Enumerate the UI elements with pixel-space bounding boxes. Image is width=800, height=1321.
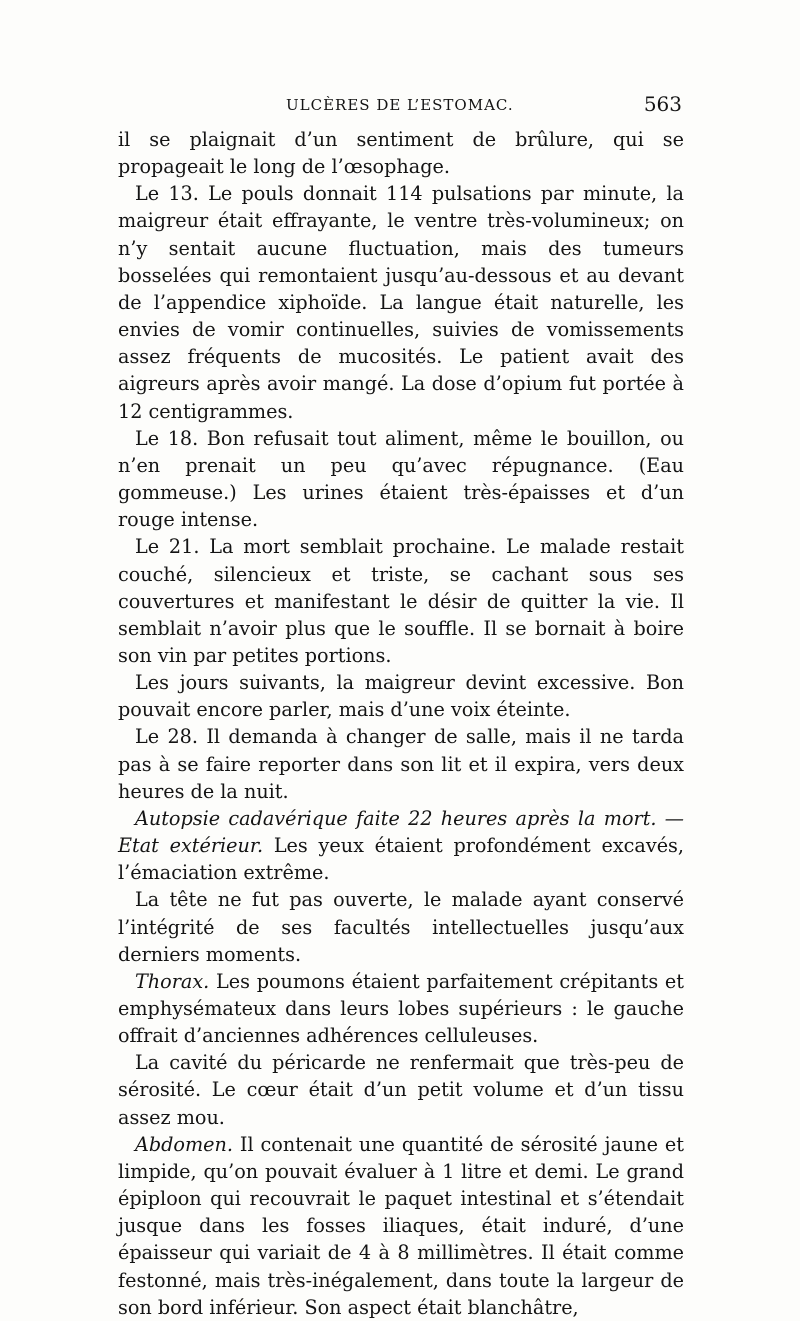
paragraph-text: Le 13. Le pouls donnait 114 pulsations par minute, la maigreur était effrayante, le ventre très-volumineux; on n’y sentait aucune fluctuation, mais des tumeurs bosselées qui remontaient jusqu’au-dessous et au devant de l’appendice xiphoïde. La langue était naturelle, les envies de vomir continuelles, suivies de vomissements assez fréquents de mucosités. Le patient avait des aigreurs après avoir mangé. La dose d’opium fut portée à 12 centigrammes. bbox=[118, 182, 684, 423]
paragraph-text: Le 28. Il demanda à changer de salle, mais il ne tarda pas à se faire reporter dans son lit et il expira, vers deux heures de la nuit. bbox=[118, 725, 684, 803]
section-heading: Thorax. bbox=[135, 969, 210, 993]
paragraph bbox=[118, 886, 684, 967]
body-text bbox=[118, 126, 684, 1321]
paragraph bbox=[118, 180, 684, 424]
paragraph-text: il se plaignait d’un sentiment de brûlure, qui se propageait le long de l’œsophage. bbox=[118, 128, 684, 179]
paragraph bbox=[118, 1131, 684, 1321]
paragraph bbox=[118, 425, 684, 534]
paragraph bbox=[118, 1049, 684, 1130]
paragraph-text: La tête ne fut pas ouverte, le malade ayant conservé l’intégrité de ses facultés intellectuelles jusqu’aux derniers moments. bbox=[118, 888, 684, 966]
paragraph bbox=[118, 805, 684, 886]
paragraph bbox=[118, 533, 684, 669]
paragraph bbox=[118, 968, 684, 1049]
paragraph bbox=[118, 723, 684, 804]
paragraph-text: La cavité du péricarde ne renfermait que très-peu de sérosité. Le cœur était d’un petit volume et d’un tissu assez mou. bbox=[118, 1051, 684, 1129]
paragraph-text: Les yeux étaient profondément excavés, l’émaciation extrême. bbox=[118, 834, 684, 885]
running-title: ULCÈRES DE L’ESTOMAC. bbox=[286, 96, 514, 114]
paragraph-text: Les poumons étaient parfaitement crépitants et emphysémateux dans leurs lobes supérieurs : le gauche offrait d’anciennes adhérences celluleuses. bbox=[118, 969, 684, 1048]
page-number: 563 bbox=[643, 92, 682, 116]
paragraph bbox=[118, 126, 684, 180]
running-head bbox=[0, 92, 800, 122]
paragraph-text: Les jours suivants, la maigreur devint excessive. Bon pouvait encore parler, mais d’une voix éteinte. bbox=[118, 671, 684, 722]
paragraph-text: Le 18. Bon refusait tout aliment, même le bouillon, ou n’en prenait un peu qu’avec répugnance. (Eau gommeuse.) Les urines étaient très-épaisses et d’un rouge intense. bbox=[118, 426, 684, 532]
section-heading: Abdomen. bbox=[135, 1132, 233, 1156]
paragraph-text: Le 21. La mort semblait prochaine. Le malade restait couché, silencieux et triste, se cachant sous ses couvertures et manifestant le désir de quitter la vie. Il semblait n’avoir plus que le souffle. Il se bornait à boire son vin par petites portions. bbox=[118, 535, 684, 667]
section-heading: Autopsie cadavérique faite 22 heures après la mort. — Etat extérieur. bbox=[118, 806, 684, 858]
paragraph bbox=[118, 669, 684, 723]
paragraph-text: Il contenait une quantité de sérosité jaune et limpide, qu’on pouvait évaluer à 1 litre et demi. Le grand épiploon qui recouvrait le paquet intestinal et s’étendait jusque dans les fosses iliaques, était induré, d’une épaisseur qui variait de 4 à 8 millimètres. Il était comme festonné, mais très-inégalement, dans toute la largeur de son bord inférieur. Son aspect était blanchâtre, bbox=[118, 1132, 684, 1319]
